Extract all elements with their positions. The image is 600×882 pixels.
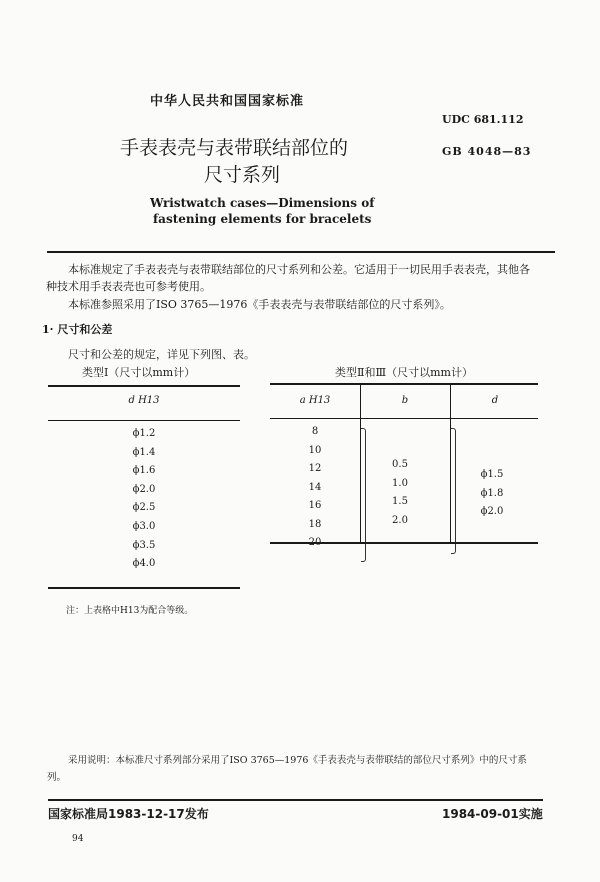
issuing-country-header: 中华人民共和国国家标准 (150, 94, 305, 109)
table1-bottom-rule (48, 587, 240, 589)
table1-cell-d: ϕ3.5 (132, 539, 156, 551)
table1-cell-d: ϕ2.5 (132, 502, 156, 514)
table2-cell-a: 8 (311, 426, 319, 437)
title-line1: 手表表壳与表带联结部位的 (120, 137, 349, 159)
intro-paragraph2: 本标准参照采用了ISO 3765—1976《手表表壳与表带联结部位的尺寸系列》。 (68, 298, 451, 311)
table1-cell-d: ϕ1.2 (132, 428, 156, 439)
table1-cell-d: ϕ1.4 (132, 446, 156, 458)
brace-icon (451, 428, 456, 554)
footer-rule (48, 799, 543, 801)
table1-cell-d: ϕ3.0 (132, 521, 156, 532)
table2-bottom-rule (270, 542, 538, 544)
table1-cell-d: ϕ2.0 (132, 483, 156, 495)
table2-cell-a: 12 (308, 463, 322, 474)
table2-cell-d: ϕ1.5 (480, 469, 504, 480)
adoption-note: 采用说明：本标准尺寸系列部分采用了ISO 3765—1976《手表表壳与表带联结的部位尺寸系列》中的尺寸系 (68, 755, 527, 766)
table2-header-d: d (491, 395, 499, 406)
english-title-line2: fastening elements for bracelets (153, 212, 372, 226)
table2-top-rule (270, 383, 538, 385)
table2-header-rule (270, 418, 538, 419)
table2-cell-d: ϕ2.0 (480, 506, 504, 517)
table2-caption: 类型Ⅱ和Ⅲ（尺寸以mm计） (335, 366, 473, 379)
table2-cell-a: 16 (308, 500, 322, 511)
header-rule (47, 251, 555, 253)
intro-paragraph1: 本标准规定了手表表壳与表带联结部位的尺寸系列和公差。它适用于一切民用手表表壳，其他各 (68, 263, 530, 276)
table2-cell-a: 10 (308, 444, 322, 456)
table-note: 注：上表格中H13为配合等级。 (66, 606, 194, 616)
udc-number: UDC 681.112 (442, 113, 524, 126)
table2-cell-b: 0.5 (392, 459, 408, 470)
table2-header-a: a H13 (299, 395, 331, 406)
table2-cell-b: 2.0 (392, 514, 408, 526)
section1-heading: 1· 尺寸和公差 (42, 323, 113, 336)
english-title-line1: Wristwatch cases—Dimensions of (150, 196, 375, 210)
table1-header: d H13 (128, 395, 160, 406)
table2-cell-b: 1.0 (392, 477, 408, 489)
table1-header-rule (48, 420, 240, 421)
table1-cell-d: ϕ1.6 (132, 465, 156, 477)
table2-cell-b: 1.5 (392, 496, 408, 507)
table1-cell-d: ϕ4.0 (132, 558, 156, 570)
table1-caption: 类型Ⅰ（尺寸以mm计） (82, 366, 196, 379)
adoption-note-cont: 列。 (47, 772, 67, 783)
section1-text: 尺寸和公差的规定，详见下列图、表。 (68, 348, 255, 361)
issue-date: 国家标准局1983-12-17发布 (48, 807, 209, 821)
table1-top-rule (48, 385, 240, 387)
page-number: 94 (72, 834, 84, 844)
gb-number: GB 4048—83 (442, 145, 532, 158)
title-line2: 尺寸系列 (204, 164, 281, 186)
table2-cell-a: 14 (308, 481, 322, 493)
table2-cell-a: 18 (308, 518, 322, 530)
table2-header-b: b (401, 395, 409, 406)
intro-paragraph1-cont: 种技术用手表表壳也可参考使用。 (46, 280, 211, 293)
table2-cell-d: ϕ1.8 (480, 487, 504, 499)
effective-date: 1984-09-01实施 (442, 807, 543, 821)
